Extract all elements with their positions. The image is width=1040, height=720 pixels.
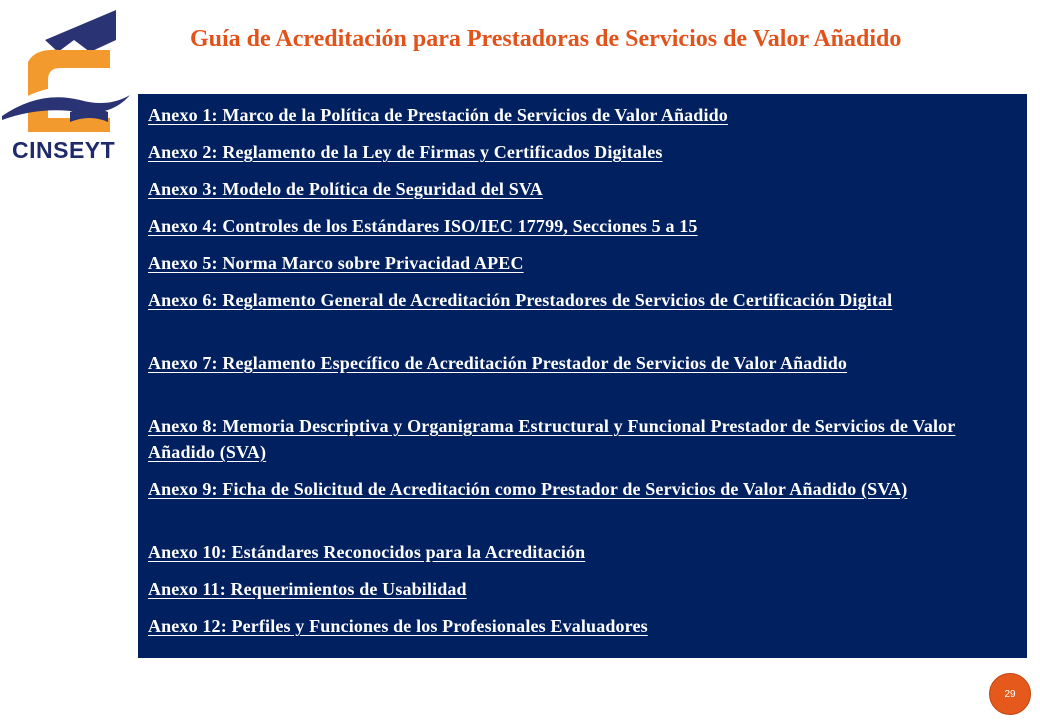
annex-10-link[interactable]: Anexo 10: Estándares Reconocidos para la Acreditación (148, 542, 586, 562)
list-item (148, 413, 1019, 476)
annex-5-link[interactable]: Anexo 5: Norma Marco sobre Privacidad APEC (148, 253, 524, 273)
list-item (148, 213, 1019, 250)
list-item (148, 476, 1019, 539)
list-item (148, 139, 1019, 176)
page-number-badge: 29 (989, 673, 1031, 715)
page-title: Guía de Acreditación para Prestadoras de Servicios de Valor Añadido (190, 26, 902, 52)
annex-3-link[interactable]: Anexo 3: Modelo de Política de Seguridad del SVA (148, 179, 543, 199)
list-item (148, 102, 1019, 139)
annex-4-link[interactable]: Anexo 4: Controles de los Estándares ISO/IEC 17799, Secciones 5 a 15 (148, 216, 698, 236)
list-item (148, 176, 1019, 213)
list-item (148, 350, 1019, 413)
annex-12-link[interactable]: Anexo 12: Perfiles y Funciones de los Profesionales Evaluadores (148, 616, 648, 636)
list-item (148, 576, 1019, 613)
list-item (148, 287, 1019, 350)
annex-list (138, 94, 1027, 658)
annex-6-link[interactable]: Anexo 6: Reglamento General de Acreditación Prestadores de Servicios de Certificación Digital (148, 290, 893, 310)
annex-9-link[interactable]: Anexo 9: Ficha de Solicitud de Acreditación como Prestador de Servicios de Valor Añadido (SVA) (148, 479, 908, 499)
brand-name: CINSEYT (12, 137, 116, 163)
annex-2-link[interactable]: Anexo 2: Reglamento de la Ley de Firmas y Certificados Digitales (148, 142, 663, 162)
list-item (148, 539, 1019, 576)
annex-8-link[interactable]: Anexo 8: Memoria Descriptiva y Organigrama Estructural y Funcional Prestador de Servicios de Valor Añadido (SVA) (148, 416, 956, 462)
annex-11-link[interactable]: Anexo 11: Requerimientos de Usabilidad (148, 579, 467, 599)
list-item (148, 613, 1019, 650)
annex-7-link[interactable]: Anexo 7: Reglamento Específico de Acreditación Prestador de Servicios de Valor Añadido (148, 353, 848, 373)
annex-1-link[interactable]: Anexo 1: Marco de la Política de Prestación de Servicios de Valor Añadido (148, 105, 728, 125)
list-item (148, 250, 1019, 287)
